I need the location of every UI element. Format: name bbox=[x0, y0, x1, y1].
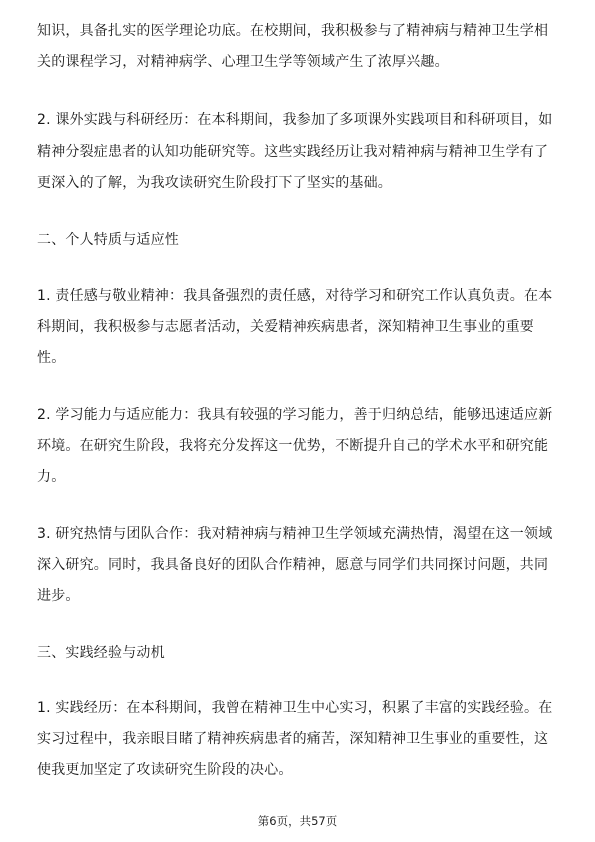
text-line: 1. 责任感与敬业精神：我具备强烈的责任感，对待学习和研究工作认真负责。在本 bbox=[37, 288, 553, 304]
text-line: 进步。 bbox=[37, 588, 80, 604]
text-line: 实习过程中，我亲眼目睹了精神疾病患者的痛苦，深知精神卫生事业的重要性，这 bbox=[37, 731, 549, 747]
text-line: 2. 课外实践与科研经历：在本科期间，我参加了多项课外实践项目和科研项目，如 bbox=[37, 112, 553, 128]
text-line: 3. 研究热情与团队合作：我对精神病与精神卫生学领域充满热情，渴望在这一领域 bbox=[37, 526, 553, 542]
text-line: 使我更加坚定了攻读研究生阶段的决心。 bbox=[37, 762, 293, 778]
text-line: 2. 学习能力与适应能力：我具有较强的学习能力，善于归纳总结，能够迅速适应新 bbox=[37, 407, 553, 423]
text-line: 更深入的了解，为我攻读研究生阶段打下了坚实的基础。 bbox=[37, 175, 392, 191]
text-line: 深入研究。同时，我具备良好的团队合作精神，愿意与同学们共同探讨问题，共同 bbox=[37, 557, 549, 573]
text-line: 力。 bbox=[37, 469, 66, 485]
text-line: 环境。在研究生阶段，我将充分发挥这一优势，不断提升自己的学术水平和研究能 bbox=[37, 438, 549, 454]
section-heading: 三、实践经验与动机 bbox=[37, 645, 165, 661]
text-line: 1. 实践经历：在本科期间，我曾在精神卫生中心实习，积累了丰富的实践经验。在 bbox=[37, 700, 553, 716]
text-line: 科期间，我积极参与志愿者活动，关爱精神疾病患者，深知精神卫生事业的重要 bbox=[37, 319, 534, 335]
text-line: 知识，具备扎实的医学理论功底。在校期间，我积极参与了精神病与精神卫生学相 bbox=[37, 23, 549, 39]
text-line: 性。 bbox=[37, 350, 66, 366]
text-line: 精神分裂症患者的认知功能研究等。这些实践经历让我对精神病与精神卫生学有了 bbox=[37, 144, 549, 160]
page-number: 第6页，共57页 bbox=[257, 814, 338, 828]
section-heading: 二、个人特质与适应性 bbox=[37, 232, 179, 248]
text-line: 关的课程学习，对精神病学、心理卫生学等领域产生了浓厚兴趣。 bbox=[37, 54, 449, 70]
